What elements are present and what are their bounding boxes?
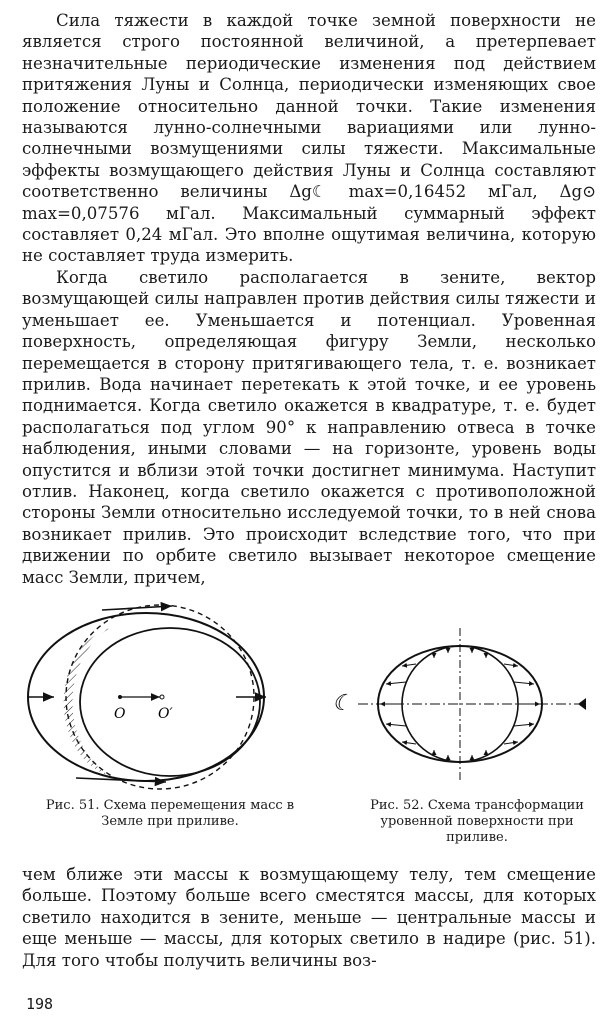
top-displacement-arrow: [102, 606, 172, 610]
left-tide-arrows: [380, 664, 416, 744]
direction-marker: [578, 698, 586, 710]
label-o-prime: O′: [158, 706, 173, 722]
page-number: 198: [26, 995, 54, 1013]
text-block-bottom: [22, 864, 596, 971]
figure-51: [20, 596, 320, 791]
paragraph-2: Когда светило располагается в зените, вектор возмущающей силы направлен против действия силы тяжести и уменьшает ее. Уменьшается и потенциал. Уровенная поверхность, определяющая фигуру Земли, несколько перемещается в сторону притягивающего тела, т. е. возникает прилив. Вода начинает перетекать к этой точке, и ее уровень поднимается. Когда светило окажется в квадратуре, т. е. будет располагаться под углом 90° к направлению отвеса в точке наблюдения, иными словами — на горизонте, уровень воды опустится и вблизи этой точки достигнет минимума. Наступит отлив. Наконец, когда светило окажется с противоположной стороны Земли относительно исследуемой точки, то в ней снова возникает прилив. Это происходит вследствие того, что при движении по орбите светило вызывает некоторое смещение масс Земли, причем,: [22, 267, 596, 587]
paragraph-3: чем ближе эти массы к возмущающему телу, тем смещение больше. Поэтому больше всего сместятся массы, для которых светило находится в зените, меньше — центральные массы и еще меньше — массы, для которых светило в надире (рис. 51). Для того чтобы получить величины воз-: [22, 865, 596, 970]
figure-51-caption: Рис. 51. Схема перемещения масс в Земле при приливе.: [45, 798, 295, 829]
label-o: O: [114, 706, 126, 722]
moon-icon: ☾: [332, 691, 352, 716]
center-point-o-prime: [160, 695, 164, 699]
paragraph-1: Сила тяжести в каждой точке земной поверхности не является строго постоянной величиной, а претерпевает незначительные периодические изменения под действием притяжения Луны и Солнца, периодически изменяющих свое положение относительно данной точки. Такие изменения называются лунно-солнечными вариациями или лунно-солнечными возмущениями силы тяжести. Максимальные эффекты возмущающего действия Луны и Солнца составляют соответственно величины Δg☾ max=0,16452 мГал, Δg⊙ max=0,07576 мГал. Максимальный суммарный эффект составляет 0,24 мГал. Это вполне ощутимая величина, которую не составляет труда измерить.: [22, 11, 596, 266]
inner-mass-outline: [80, 628, 260, 776]
figure-51-drawing: [20, 596, 320, 791]
figure-52-drawing: [330, 620, 600, 790]
figure-52: [330, 620, 600, 790]
figure-52-caption: Рис. 52. Схема трансформации уровенной поверхности при приливе.: [370, 798, 584, 845]
text-block-top: [22, 10, 596, 588]
